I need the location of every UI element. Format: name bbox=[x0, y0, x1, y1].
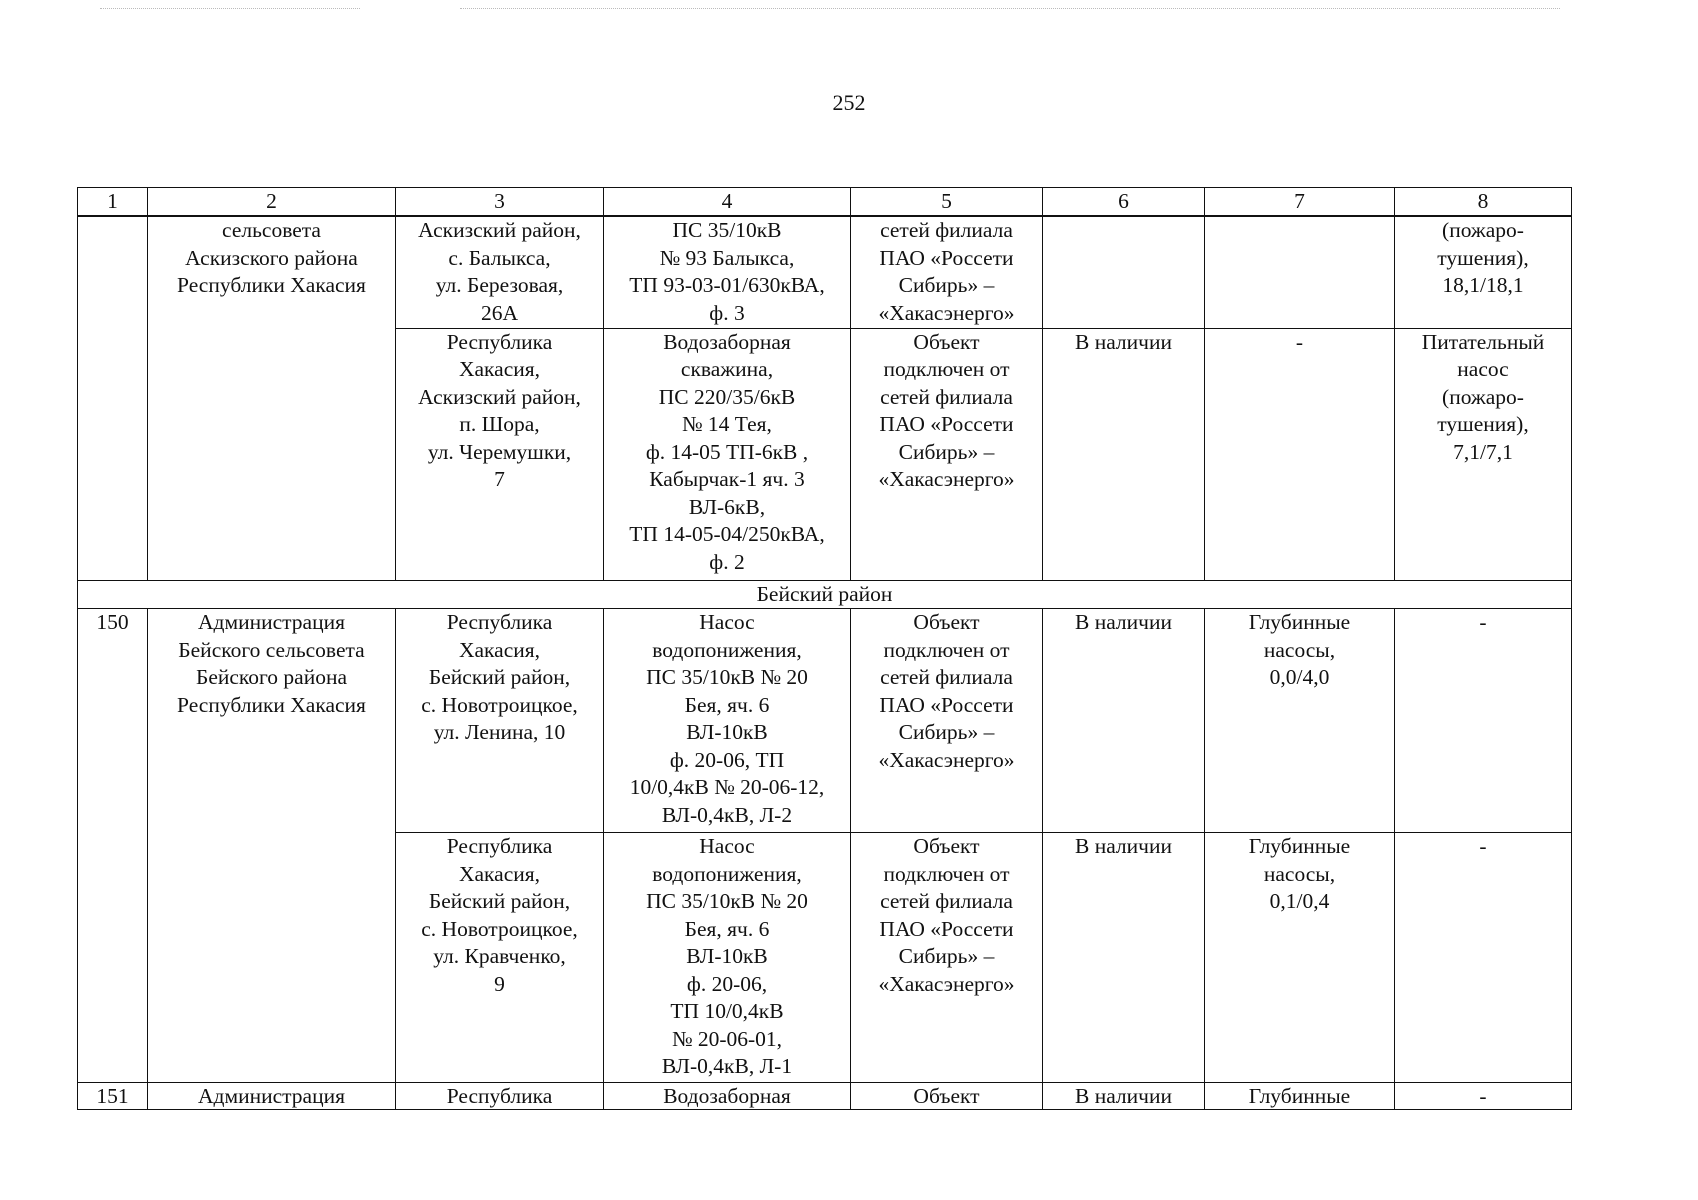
organization-cell: Администрация bbox=[148, 1083, 396, 1110]
connection-status-cell: Объект подключен от сетей филиала ПАО «Россети Сибирь» – «Хакасэнерго» bbox=[851, 609, 1043, 833]
district-heading: Бейский район bbox=[78, 580, 1572, 609]
notes-cell: (пожаро- тушения), 18,1/18,1 bbox=[1395, 216, 1572, 328]
address-cell: Республика Хакасия, Бейский район, с. Новотроицкое, ул. Ленина, 10 bbox=[396, 609, 604, 833]
scan-edge-mark bbox=[460, 8, 1560, 11]
address-cell: Аскизский район, с. Балыкса, ул. Березовая, 26А bbox=[396, 216, 604, 328]
district-row bbox=[78, 580, 1572, 609]
availability-cell: В наличии bbox=[1043, 833, 1205, 1083]
connection-status-cell: Объект bbox=[851, 1083, 1043, 1110]
organization-cell: Администрация Бейского сельсовета Бейского района Республики Хакасия bbox=[148, 609, 396, 1083]
notes-cell: Питательный насос (пожаро- тушения), 7,1/7,1 bbox=[1395, 328, 1572, 580]
table-row bbox=[78, 216, 1572, 328]
column-number: 5 bbox=[851, 188, 1043, 217]
equipment-cell: Глубинные bbox=[1205, 1083, 1395, 1110]
page-number: 252 bbox=[832, 90, 866, 115]
row-number-cell: 150 bbox=[78, 609, 148, 1083]
equipment-cell: Глубинные насосы, 0,1/0,4 bbox=[1205, 833, 1395, 1083]
connection-point-cell: Насос водопонижения, ПС 35/10кВ № 20 Бея, яч. 6 ВЛ-10кВ ф. 20-06, ТП 10/0,4кВ № 20-06-01, ВЛ-0,4кВ, Л-1 bbox=[604, 833, 851, 1083]
document-table bbox=[77, 187, 1572, 1110]
equipment-cell: - bbox=[1205, 328, 1395, 580]
row-number-cell bbox=[78, 216, 148, 580]
availability-cell: В наличии bbox=[1043, 328, 1205, 580]
availability-cell bbox=[1043, 216, 1205, 328]
address-cell: Республика Хакасия, Бейский район, с. Новотроицкое, ул. Кравченко, 9 bbox=[396, 833, 604, 1083]
column-number-row bbox=[78, 188, 1572, 217]
availability-cell: В наличии bbox=[1043, 609, 1205, 833]
connection-point-cell: Водозаборная скважина, ПС 220/35/6кВ № 14 Тея, ф. 14-05 ТП-6кВ , Кабырчак-1 яч. 3 ВЛ-6кВ, ТП 14-05-04/250кВА, ф. 2 bbox=[604, 328, 851, 580]
organization-cell: сельсовета Аскизского района Республики Хакасия bbox=[148, 216, 396, 580]
table-row bbox=[78, 609, 1572, 833]
address-cell: Республика bbox=[396, 1083, 604, 1110]
scan-edge-mark bbox=[100, 8, 360, 11]
column-number: 2 bbox=[148, 188, 396, 217]
column-number: 4 bbox=[604, 188, 851, 217]
availability-cell: В наличии bbox=[1043, 1083, 1205, 1110]
connection-point-cell: Водозаборная bbox=[604, 1083, 851, 1110]
column-number: 7 bbox=[1205, 188, 1395, 217]
notes-cell: - bbox=[1395, 833, 1572, 1083]
column-number: 8 bbox=[1395, 188, 1572, 217]
connection-status-cell: сетей филиала ПАО «Россети Сибирь» – «Хакасэнерго» bbox=[851, 216, 1043, 328]
notes-cell: - bbox=[1395, 1083, 1572, 1110]
equipment-cell: Глубинные насосы, 0,0/4,0 bbox=[1205, 609, 1395, 833]
column-number: 3 bbox=[396, 188, 604, 217]
connection-status-cell: Объект подключен от сетей филиала ПАО «Россети Сибирь» – «Хакасэнерго» bbox=[851, 833, 1043, 1083]
notes-cell: - bbox=[1395, 609, 1572, 833]
column-number: 6 bbox=[1043, 188, 1205, 217]
address-cell: Республика Хакасия, Аскизский район, п. Шора, ул. Черемушки, 7 bbox=[396, 328, 604, 580]
equipment-cell bbox=[1205, 216, 1395, 328]
column-number: 1 bbox=[78, 188, 148, 217]
connection-point-cell: Насос водопонижения, ПС 35/10кВ № 20 Бея, яч. 6 ВЛ-10кВ ф. 20-06, ТП 10/0,4кВ № 20-06-12, ВЛ-0,4кВ, Л-2 bbox=[604, 609, 851, 833]
row-number-cell: 151 bbox=[78, 1083, 148, 1110]
connection-status-cell: Объект подключен от сетей филиала ПАО «Россети Сибирь» – «Хакасэнерго» bbox=[851, 328, 1043, 580]
table-row bbox=[78, 1083, 1572, 1110]
connection-point-cell: ПС 35/10кВ № 93 Балыкса, ТП 93-03-01/630кВА, ф. 3 bbox=[604, 216, 851, 328]
